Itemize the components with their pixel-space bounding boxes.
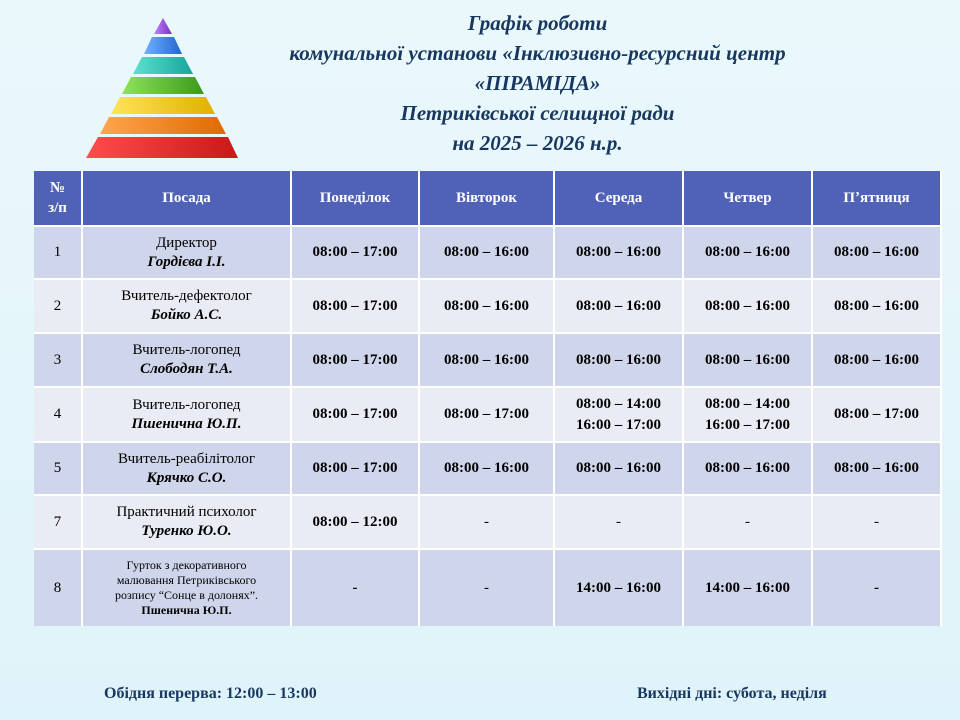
thursday-hours-part-2: 16:00 – 17:00 <box>705 416 790 433</box>
header-position: Посада <box>83 171 292 225</box>
wednesday-hours: - <box>555 494 684 548</box>
person-name: Гордієва І.І. <box>147 253 226 270</box>
person-name: Туренко Ю.О. <box>141 523 232 539</box>
header-wednesday: Середа <box>555 171 684 225</box>
row-number: 3 <box>34 332 83 386</box>
thursday-hours: 08:00 – 16:00 <box>684 278 813 332</box>
pyramid-logo <box>80 14 245 164</box>
position-cell <box>83 332 292 386</box>
row-number: 4 <box>34 386 83 441</box>
person-name: Слободян Т.А. <box>140 361 233 377</box>
tuesday-hours: 08:00 – 16:00 <box>420 441 555 494</box>
friday-hours: 08:00 – 16:00 <box>813 332 942 386</box>
monday-hours: 08:00 – 17:00 <box>292 386 420 441</box>
friday-hours: 08:00 – 17:00 <box>813 386 942 441</box>
role-line-2: малювання Петриківського <box>116 573 257 587</box>
friday-hours: 08:00 – 16:00 <box>813 441 942 494</box>
person-name: Бойко А.С. <box>150 307 223 323</box>
table-header-row <box>34 171 942 225</box>
row-number: 2 <box>34 278 83 332</box>
thursday-hours: 14:00 – 16:00 <box>684 548 813 626</box>
thursday-hours: 08:00 – 16:00 <box>684 225 813 278</box>
table-row <box>34 332 942 386</box>
header-tuesday: Вівторок <box>420 171 555 225</box>
person-name: Пшенична Ю.П. <box>141 603 232 617</box>
wednesday-hours: 08:00 – 16:00 <box>555 278 684 332</box>
position-cell <box>83 494 292 548</box>
row-number: 7 <box>34 494 83 548</box>
friday-hours: 08:00 – 16:00 <box>813 225 942 278</box>
friday-hours: 08:00 – 16:00 <box>813 278 942 332</box>
monday-hours: - <box>292 548 420 626</box>
title-line-4: Петриківської селищної ради <box>400 101 675 125</box>
monday-hours: 08:00 – 12:00 <box>292 494 420 548</box>
header-thursday: Четвер <box>684 171 813 225</box>
schedule-table <box>34 171 942 626</box>
tuesday-hours: 08:00 – 17:00 <box>420 386 555 441</box>
header-friday: Пʼятниця <box>813 171 942 225</box>
row-number: 1 <box>34 225 83 278</box>
role-line-3: розпису “Сонце в долонях”. <box>114 588 259 602</box>
table-row <box>34 225 942 278</box>
wednesday-hours-part-1: 08:00 – 14:00 <box>576 395 661 412</box>
position-cell <box>83 441 292 494</box>
position-cell <box>83 548 292 626</box>
row-number: 5 <box>34 441 83 494</box>
title-line-5: на 2025 – 2026 н.р. <box>452 131 623 155</box>
role-label: Директор <box>156 234 217 251</box>
role-label: Вчитель-логопед <box>132 396 241 413</box>
lunch-break-note: Обідня перерва: 12:00 – 13:00 <box>104 685 317 702</box>
thursday-hours: - <box>684 494 813 548</box>
monday-hours: 08:00 – 17:00 <box>292 332 420 386</box>
header-monday: Понеділок <box>292 171 420 225</box>
wednesday-hours: 08:00 – 16:00 <box>555 332 684 386</box>
role-label: Вчитель-логопед <box>132 342 241 358</box>
role-label: Практичний психолог <box>116 504 257 520</box>
thursday-hours: 08:00 – 16:00 <box>684 332 813 386</box>
position-cell <box>83 225 292 278</box>
wednesday-hours <box>555 386 684 441</box>
role-label: Вчитель-дефектолог <box>121 288 252 304</box>
thursday-hours: 08:00 – 16:00 <box>684 441 813 494</box>
wednesday-hours: 08:00 – 16:00 <box>555 225 684 278</box>
thursday-hours-part-1: 08:00 – 14:00 <box>705 395 790 412</box>
tuesday-hours: 08:00 – 16:00 <box>420 225 555 278</box>
title-line-3: «ПІРАМІДА» <box>474 71 601 95</box>
table-row <box>34 441 942 494</box>
thursday-hours <box>684 386 813 441</box>
wednesday-hours: 08:00 – 16:00 <box>555 441 684 494</box>
wednesday-hours-part-2: 16:00 – 17:00 <box>576 416 661 433</box>
monday-hours: 08:00 – 17:00 <box>292 441 420 494</box>
page-title <box>245 8 830 158</box>
monday-hours: 08:00 – 17:00 <box>292 225 420 278</box>
friday-hours: - <box>813 494 942 548</box>
monday-hours: 08:00 – 17:00 <box>292 278 420 332</box>
role-line-1: Гурток з декоративного <box>126 558 247 572</box>
person-name: Крячко С.О. <box>146 469 227 486</box>
table-row <box>34 386 942 441</box>
days-off-note: Вихідні дні: субота, неділя <box>637 685 827 702</box>
title-line-1: Графік роботи <box>467 11 608 35</box>
person-name: Пшенична Ю.П. <box>131 415 242 432</box>
position-cell <box>83 386 292 441</box>
tuesday-hours: - <box>420 494 555 548</box>
role-label: Вчитель-реабілітолог <box>118 450 255 467</box>
tuesday-hours: 08:00 – 16:00 <box>420 278 555 332</box>
position-cell <box>83 278 292 332</box>
table-row <box>34 548 942 626</box>
friday-hours: - <box>813 548 942 626</box>
header-number: № з/п <box>34 171 83 225</box>
wednesday-hours: 14:00 – 16:00 <box>555 548 684 626</box>
title-line-2: комунальної установи «Інклюзивно-ресурсний центр <box>289 41 786 65</box>
tuesday-hours: 08:00 – 16:00 <box>420 332 555 386</box>
row-number: 8 <box>34 548 83 626</box>
table-row <box>34 494 942 548</box>
tuesday-hours: - <box>420 548 555 626</box>
table-row <box>34 278 942 332</box>
